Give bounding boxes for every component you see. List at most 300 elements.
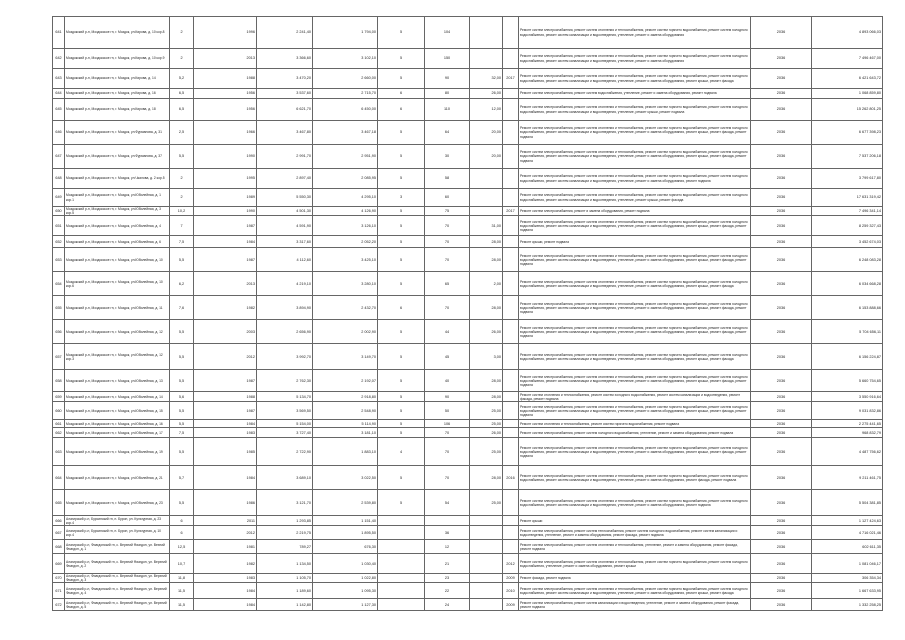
build-year-cell: 2012 xyxy=(194,526,257,540)
work-types-cell: Ремонт систем электроснабжения, ремонт систем отопления и теплоснабжения, ремонт систем горячего водоснабжения, ремонт систем холодного водоснабжения, ремонт систем канализации и водоотведения, утепление, ремонт и замена оборудования, ремонт крыши, ремонт фасада, ремонт подвала xyxy=(519,320,751,344)
living-area-cell: 1 151,40 xyxy=(313,516,378,526)
living-area-cell: 1 095,30 xyxy=(313,583,378,599)
wear-percent-cell: 7 xyxy=(170,216,194,236)
document-sheet xyxy=(52,16,882,622)
row-number: 641 xyxy=(53,17,65,49)
total-cost-cell: 3 550 916,64 xyxy=(812,392,883,402)
prior-repair-year-cell xyxy=(503,99,519,121)
row-number: 669 xyxy=(53,554,65,574)
wear-percent-cell: 2 xyxy=(170,17,194,49)
work-types-cell: Ремонт систем электроснабжения, ремонт систем отопления и теплоснабжения, ремонт систем горячего водоснабжения, ремонт систем холодного водоснабжения, ремонт систем канализации и водоотведения, утепление, ремонт и замена оборудования, ремонт крыши, ремонт фасада xyxy=(519,583,751,599)
residents-cell: 104 xyxy=(425,17,470,49)
total-cost-cell: 1 332 258,25 xyxy=(812,599,883,611)
wear-percent-cell: 5,5 xyxy=(170,320,194,344)
wear-percent-cell: 5,5 xyxy=(170,145,194,169)
residents-cell: 70 xyxy=(425,236,470,248)
prior-repair-year-cell xyxy=(503,189,519,207)
row-number: 644 xyxy=(53,89,65,99)
wear-percent-cell: 10,2 xyxy=(170,207,194,216)
wear-percent-cell: 10,7 xyxy=(170,554,194,574)
residents-cell: 70 xyxy=(425,248,470,272)
living-area-cell: 2 715,70 xyxy=(313,89,378,99)
total-cost-cell: 6 421 643,72 xyxy=(812,69,883,89)
metric-cell: 28,00 xyxy=(470,236,503,248)
residents-cell: 54 xyxy=(425,490,470,516)
total-area-cell: 3 470,20 xyxy=(257,69,313,89)
floors-cell: 6 xyxy=(378,99,425,121)
planned-year-cell: 2036 xyxy=(751,145,812,169)
prior-repair-year-cell xyxy=(503,428,519,438)
floors-cell xyxy=(378,554,425,574)
living-area-cell: 2 085,95 xyxy=(313,169,378,189)
planned-year-cell: 2036 xyxy=(751,583,812,599)
prior-repair-year-cell: 2016 xyxy=(503,466,519,490)
address-cell: Моздокский р-н, Моздокское гп, г. Моздок, ул.Юбилейная, д. 6 xyxy=(65,236,170,248)
planned-year-cell: 2036 xyxy=(751,428,812,438)
prior-repair-year-cell xyxy=(503,272,519,296)
floors-cell: 5 xyxy=(378,216,425,236)
planned-year-cell: 2036 xyxy=(751,438,812,466)
living-area-cell: 3 126,10 xyxy=(313,216,378,236)
build-year-cell: 1990 xyxy=(194,145,257,169)
metric-cell: 12,00 xyxy=(470,99,503,121)
living-area-cell: 5 114,90 xyxy=(313,420,378,428)
total-cost-cell: 17 631 319,42 xyxy=(812,189,883,207)
build-year-cell: 1987 xyxy=(194,248,257,272)
living-area-cell: 1 030,40 xyxy=(313,554,378,574)
build-year-cell: 1988 xyxy=(194,69,257,89)
total-cost-cell: 1 081 046,17 xyxy=(812,554,883,574)
living-area-cell: 3 425,10 xyxy=(313,248,378,272)
row-number: 666 xyxy=(53,516,65,526)
wear-percent-cell: 7,6 xyxy=(170,296,194,320)
planned-year-cell: 2036 xyxy=(751,236,812,248)
living-area-cell: 3 022,50 xyxy=(313,466,378,490)
prior-repair-year-cell xyxy=(503,420,519,428)
address-cell: Моздокский р-н, Моздокское гп, г. Моздок, ул.Юбилейная, д. 21 xyxy=(65,466,170,490)
total-area-cell: 5 134,70 xyxy=(257,392,313,402)
address-cell: Моздокский р-н, Моздокское гп, г. Моздок, ул.Юбилейная, д. 23 xyxy=(65,490,170,516)
living-area-cell: 1 895,50 xyxy=(313,526,378,540)
living-area-cell: 3 467,18 xyxy=(313,121,378,145)
work-types-cell: Ремонт систем электроснабжения, ремонт систем отопления и теплоснабжения, ремонт систем горячего водоснабжения, ремонт систем холодного водоснабжения, ремонт систем канализации и водоотведения, утепление, ремонт крыши, ремонт фасада xyxy=(519,189,751,207)
build-year-cell: 2003 xyxy=(194,320,257,344)
address-cell: Моздокский р-н, Моздокское гп, г. Моздок, ул.Юбилейная, д. 12 xyxy=(65,320,170,344)
wear-percent-cell: 5,5 xyxy=(170,438,194,466)
metric-cell xyxy=(470,207,503,216)
work-types-cell: Ремонт систем электроснабжения, ремонт систем отопления и теплоснабжения, ремонт систем горячего водоснабжения, ремонт систем холодного водоснабжения, ремонт систем канализации и водоотведения, утепление, ремонт и замена оборудования, ремонт крыши, ремонт фасада, ремонт подвала xyxy=(519,216,751,236)
table-row xyxy=(53,599,883,611)
work-types-cell: Ремонт фасада, ремонт подвала xyxy=(519,574,751,583)
address-cell: Моздокский р-н, Моздокское гп, г. Моздок, ул.Юбилейная, д. 19 xyxy=(65,438,170,466)
wear-percent-cell: 6,2 xyxy=(170,272,194,296)
build-year-cell: 1990 xyxy=(194,207,257,216)
table-row xyxy=(53,466,883,490)
address-cell: Моздокский р-н, Моздокское гп, г. Моздок, ул.Кирова, д. 16 xyxy=(65,89,170,99)
table-row xyxy=(53,490,883,516)
living-area-cell: 3 181,10 xyxy=(313,428,378,438)
total-cost-cell: 4 716 021,46 xyxy=(812,526,883,540)
total-cost-cell: 9 211 461,75 xyxy=(812,466,883,490)
total-cost-cell: 6 153 888,66 xyxy=(812,296,883,320)
table-row xyxy=(53,99,883,121)
floors-cell: 5 xyxy=(378,49,425,69)
metric-cell: 32,00 xyxy=(470,69,503,89)
total-cost-cell: 7 496 341,14 xyxy=(812,207,883,216)
residents-cell: 90 xyxy=(425,392,470,402)
address-cell: Моздокский р-н, Моздокское гп, г. Моздок, ул.Кирова, д. 18 xyxy=(65,99,170,121)
total-area-cell: 1 189,60 xyxy=(257,583,313,599)
floors-cell xyxy=(378,574,425,583)
row-number: 646 xyxy=(53,121,65,145)
floors-cell xyxy=(378,599,425,611)
build-year-cell: 2013 xyxy=(194,272,257,296)
total-cost-cell: 4 487 756,62 xyxy=(812,438,883,466)
planned-year-cell: 2036 xyxy=(751,207,812,216)
living-area-cell: 1 883,10 xyxy=(313,438,378,466)
total-area-cell: 6 621,70 xyxy=(257,99,313,121)
build-year-cell: 1966 xyxy=(194,121,257,145)
floors-cell: 5 xyxy=(378,236,425,248)
prior-repair-year-cell xyxy=(503,169,519,189)
floors-cell: 5 xyxy=(378,428,425,438)
build-year-cell: 1996 xyxy=(194,17,257,49)
table-row xyxy=(53,428,883,438)
planned-year-cell: 2036 xyxy=(751,189,812,207)
total-area-cell: 2 762,30 xyxy=(257,370,313,392)
prior-repair-year-cell: 2012 xyxy=(503,554,519,574)
table-row xyxy=(53,320,883,344)
total-area-cell: 3 317,60 xyxy=(257,236,313,248)
work-types-cell: Ремонт систем электроснабжения, ремонт систем холодного водоснабжения, утепление, ремонт и замена оборудования, ремонт подвала xyxy=(519,428,751,438)
prior-repair-year-cell xyxy=(503,121,519,145)
wear-percent-cell: 11,5 xyxy=(170,599,194,611)
total-area-cell: 789,27 xyxy=(257,540,313,554)
planned-year-cell: 2036 xyxy=(751,169,812,189)
row-number: 645 xyxy=(53,99,65,121)
planned-year-cell: 2036 xyxy=(751,490,812,516)
prior-repair-year-cell xyxy=(503,540,519,554)
residents-cell: 70 xyxy=(425,296,470,320)
row-number: 657 xyxy=(53,344,65,370)
metric-cell: 26,00 xyxy=(470,320,503,344)
row-number: 651 xyxy=(53,216,65,236)
table-row xyxy=(53,272,883,296)
metric-cell: 28,00 xyxy=(470,248,503,272)
residents-cell: 21 xyxy=(425,554,470,574)
living-area-cell: 2 539,80 xyxy=(313,490,378,516)
floors-cell: 5 xyxy=(378,169,425,189)
wear-percent-cell: 7,5 xyxy=(170,236,194,248)
build-year-cell: 1987 xyxy=(194,370,257,392)
total-cost-cell: 1 127 424,63 xyxy=(812,516,883,526)
floors-cell: 5 xyxy=(378,121,425,145)
address-cell: Алагирский р-н, Бурсинский гп, п. Бурон, ул. Культурная, д. 23 кор.4 xyxy=(65,516,170,526)
living-area-cell: 4 126,90 xyxy=(313,207,378,216)
floors-cell xyxy=(378,540,425,554)
row-number: 655 xyxy=(53,296,65,320)
residents-cell: 90 xyxy=(425,69,470,89)
row-number: 664 xyxy=(53,466,65,490)
total-cost-cell: 3 799 617,80 xyxy=(812,169,883,189)
build-year-cell: 1983 xyxy=(194,428,257,438)
table-row xyxy=(53,516,883,526)
wear-percent-cell: 5,5 xyxy=(170,344,194,370)
row-number: 658 xyxy=(53,370,65,392)
address-cell: Алагирский р-н, Фиагдонский гп, с. Верхний Фиагдон, ул. Вехний Фиагдон, д. 1 xyxy=(65,540,170,554)
total-area-cell: 3 366,60 xyxy=(257,49,313,69)
planned-year-cell: 2036 xyxy=(751,121,812,145)
work-types-cell: Ремонт систем электроснабжения, ремонт систем канализации и водоотведения, утепление, ремонт и замена оборудования, ремонт фасада, ремонт подвала xyxy=(519,599,751,611)
work-types-cell: Ремонт систем электроснабжения, ремонт систем отопления и теплоснабжения, ремонт систем горячего водоснабжения, ремонт систем холодного водоснабжения, ремонт систем канализации и водоотведения, утепление, ремонт и замена оборудования, ремонт крыши, ремонт фасада, ремонт подвала xyxy=(519,370,751,392)
floors-cell: 5 xyxy=(378,69,425,89)
total-cost-cell: 8 259 327,43 xyxy=(812,216,883,236)
build-year-cell: 2012 xyxy=(194,344,257,370)
metric-cell: 31,00 xyxy=(470,216,503,236)
row-number: 652 xyxy=(53,236,65,248)
repair-program-table xyxy=(52,16,883,611)
table-row xyxy=(53,554,883,574)
row-number: 650 xyxy=(53,207,65,216)
prior-repair-year-cell xyxy=(503,526,519,540)
prior-repair-year-cell xyxy=(503,89,519,99)
address-cell: Моздокский р-н, Моздокское гп, г. Моздок, ул.Юбилейная, д. 13 xyxy=(65,370,170,392)
total-cost-cell: 5 660 754,65 xyxy=(812,370,883,392)
prior-repair-year-cell xyxy=(503,236,519,248)
work-types-cell: Ремонт систем электроснабжения, ремонт систем отопления и теплоснабжения, ремонт систем горячего водоснабжения, ремонт систем холодного водоснабжения, ремонт систем канализации и водоотведения, утепление, ремонт и замена оборудования, ремонт крыши, ремонт фасада, ремонт подвала xyxy=(519,145,751,169)
table-row xyxy=(53,248,883,272)
table-row xyxy=(53,392,883,402)
living-area-cell: 676,30 xyxy=(313,540,378,554)
row-number: 659 xyxy=(53,392,65,402)
address-cell: Моздокский р-н, Моздокское гп, г. Моздок, ул.Юбилейная, д. 12 кор.3 xyxy=(65,344,170,370)
living-area-cell: 2 918,80 xyxy=(313,392,378,402)
total-area-cell: 5 154,00 xyxy=(257,420,313,428)
planned-year-cell: 2036 xyxy=(751,89,812,99)
wear-percent-cell: 5,5 xyxy=(170,402,194,420)
work-types-cell: Ремонт систем отопления и теплоснабжения, ремонт систем горячего водоснабжения, ремонт подвала xyxy=(519,420,751,428)
wear-percent-cell: 5,5 xyxy=(170,420,194,428)
total-area-cell: 2 722,90 xyxy=(257,438,313,466)
floors-cell: 5 xyxy=(378,272,425,296)
total-cost-cell: 5 704 656,11 xyxy=(812,320,883,344)
address-cell: Моздокский р-н, Моздокское гп, г. Моздок, ул.Юбилейная, д. 10 xyxy=(65,248,170,272)
table-row xyxy=(53,420,883,428)
residents-cell: 45 xyxy=(425,344,470,370)
floors-cell: 5 xyxy=(378,320,425,344)
row-number: 661 xyxy=(53,420,65,428)
metric-cell xyxy=(470,49,503,69)
planned-year-cell: 2036 xyxy=(751,574,812,583)
planned-year-cell: 2036 xyxy=(751,344,812,370)
work-types-cell: Ремонт систем электроснабжения, ремонт систем отопления и теплоснабжения, ремонт систем горячего водоснабжения, ремонт систем холодного водоснабжения, ремонт систем канализации и водоотведения, утепление, ремонт и замена оборудования, ремонт крыши, ремонт фасада, ремонт подвала xyxy=(519,438,751,466)
work-types-cell: Ремонт систем электроснабжения, ремонт систем водоснабжения, утепление, ремонт и замена оборудования, ремонт подвала xyxy=(519,89,751,99)
work-types-cell: Ремонт систем электроснабжения, ремонт систем отопления и теплоснабжения, ремонт систем горячего водоснабжения, ремонт систем холодного водоснабжения, ремонт систем канализации и водоотведения, утепление, ремонт и замена оборудования, ремонт подвала xyxy=(519,490,751,516)
row-number: 668 xyxy=(53,540,65,554)
living-area-cell: 3 149,70 xyxy=(313,344,378,370)
living-area-cell: 2 951,90 xyxy=(313,145,378,169)
living-area-cell: 1 794,00 xyxy=(313,17,378,49)
metric-cell xyxy=(470,189,503,207)
floors-cell: 3 xyxy=(378,189,425,207)
total-area-cell: 3 727,40 xyxy=(257,428,313,438)
residents-cell: 70 xyxy=(425,428,470,438)
build-year-cell: 2013 xyxy=(194,49,257,69)
work-types-cell: Ремонт систем электроснабжения, ремонт систем отопления и теплоснабжения, ремонт систем горячего водоснабжения, ремонт систем холодного водоснабжения, ремонт систем канализации и водоотведения, утепление, ремонт и замена оборудования, ремонт крыши, ремонт фасада xyxy=(519,344,751,370)
metric-cell: 25,00 xyxy=(470,438,503,466)
work-types-cell: Ремонт систем электроснабжения, ремонт систем отопления и теплоснабжения, ремонт систем горячего водоснабжения, ремонт систем холодного водоснабжения, ремонт систем канализации и водоотведения, утепление, ремонт и замена оборудования, ремонт крыши, ремонт фасада xyxy=(519,272,751,296)
table-row xyxy=(53,438,883,466)
metric-cell xyxy=(470,17,503,49)
wear-percent-cell: 2 xyxy=(170,49,194,69)
work-types-cell: Ремонт крыши xyxy=(519,516,751,526)
planned-year-cell: 2036 xyxy=(751,49,812,69)
total-cost-cell: 1 667 633,95 xyxy=(812,583,883,599)
total-cost-cell: 3 452 674,03 xyxy=(812,236,883,248)
total-area-cell: 4 112,60 xyxy=(257,248,313,272)
prior-repair-year-cell xyxy=(503,248,519,272)
table-row xyxy=(53,145,883,169)
prior-repair-year-cell xyxy=(503,490,519,516)
wear-percent-cell: 6,5 xyxy=(170,89,194,99)
work-types-cell: Ремонт систем электроснабжения, ремонт систем отопления и теплоснабжения, ремонт систем горячего водоснабжения, ремонт систем холодного водоснабжения, ремонт систем канализации и водоотведения, утепление, ремонт и замена оборудования xyxy=(519,17,751,49)
table-row xyxy=(53,69,883,89)
living-area-cell: 4 295,10 xyxy=(313,189,378,207)
build-year-cell: 1984 xyxy=(194,599,257,611)
total-cost-cell: 6 248 083,28 xyxy=(812,248,883,272)
residents-cell: 23 xyxy=(425,574,470,583)
table-row xyxy=(53,370,883,392)
row-number: 647 xyxy=(53,145,65,169)
total-cost-cell: 7 537 206,18 xyxy=(812,145,883,169)
metric-cell: 25,00 xyxy=(470,420,503,428)
build-year-cell: 1956 xyxy=(194,89,257,99)
wear-percent-cell: 7,5 xyxy=(170,428,194,438)
prior-repair-year-cell xyxy=(503,17,519,49)
row-number: 643 xyxy=(53,69,65,89)
table-row xyxy=(53,402,883,420)
total-cost-cell: 1 068 859,80 xyxy=(812,89,883,99)
wear-percent-cell: 5,2 xyxy=(170,69,194,89)
planned-year-cell: 2036 xyxy=(751,554,812,574)
total-area-cell: 2 241,40 xyxy=(257,17,313,49)
metric-cell: 2,00 xyxy=(470,272,503,296)
metric-cell: 28,00 xyxy=(470,392,503,402)
planned-year-cell: 2036 xyxy=(751,599,812,611)
wear-percent-cell: 11,8 xyxy=(170,574,194,583)
floors-cell xyxy=(378,583,425,599)
row-number: 672 xyxy=(53,599,65,611)
living-area-cell: 2 548,90 xyxy=(313,402,378,420)
planned-year-cell: 2036 xyxy=(751,99,812,121)
wear-percent-cell: 2 xyxy=(170,169,194,189)
total-area-cell: 3 992,70 xyxy=(257,344,313,370)
planned-year-cell: 2036 xyxy=(751,272,812,296)
metric-cell xyxy=(470,574,503,583)
residents-cell: 65 xyxy=(425,272,470,296)
table-row xyxy=(53,17,883,49)
address-cell: Моздокский р-н, Моздокское гп, г. Моздок, ул.Юбилейная, д. 16 xyxy=(65,420,170,428)
floors-cell: 5 xyxy=(378,420,425,428)
residents-cell: 24 xyxy=(425,599,470,611)
table-row xyxy=(53,344,883,370)
residents-cell: 12 xyxy=(425,540,470,554)
build-year-cell: 1987 xyxy=(194,402,257,420)
total-cost-cell: 6 156 224,87 xyxy=(812,344,883,370)
build-year-cell: 1984 xyxy=(194,420,257,428)
row-number: 654 xyxy=(53,272,65,296)
floors-cell: 5 xyxy=(378,207,425,216)
table-row xyxy=(53,540,883,554)
floors-cell: 5 xyxy=(378,145,425,169)
address-cell: Моздокский р-н, Моздокское гп, г. Моздок, ул.Юбилейная, д. 15 xyxy=(65,402,170,420)
metric-cell: 20,00 xyxy=(470,121,503,145)
build-year-cell: 1981 xyxy=(194,540,257,554)
row-number: 648 xyxy=(53,169,65,189)
planned-year-cell: 2036 xyxy=(751,392,812,402)
planned-year-cell: 2036 xyxy=(751,296,812,320)
metric-cell xyxy=(470,599,503,611)
total-area-cell: 2 991,70 xyxy=(257,145,313,169)
build-year-cell: 1985 xyxy=(194,438,257,466)
table-row xyxy=(53,236,883,248)
table-row xyxy=(53,49,883,69)
table-row xyxy=(53,207,883,216)
address-cell: Алагирский р-н, Фиагдонский гп, с. Верхний Фиагдон, ул. Верхний Фиагдон, д. 2 xyxy=(65,554,170,574)
build-year-cell: 2011 xyxy=(194,516,257,526)
wear-percent-cell: 6,5 xyxy=(170,99,194,121)
wear-percent-cell: 5,5 xyxy=(170,370,194,392)
living-area-cell: 2 660,00 xyxy=(313,69,378,89)
work-types-cell: Ремонт систем электроснабжения, ремонт систем отопления и теплоснабжения, ремонт систем горячего водоснабжения, ремонт систем холодного водоснабжения, утепление, ремонт и замена оборудования, ремонт крыши xyxy=(519,554,751,574)
total-cost-cell: 5 504 381,85 xyxy=(812,490,883,516)
row-number: 671 xyxy=(53,583,65,599)
work-types-cell: Ремонт систем электроснабжения, ремонт систем отопления и теплоснабжения, ремонт систем горячего водоснабжения, ремонт систем холодного водоснабжения, ремонт систем канализации и водоотведения, утепление, ремонт и замена оборудования, ремонт подвала xyxy=(519,169,751,189)
table-row xyxy=(53,121,883,145)
total-area-cell: 2 897,40 xyxy=(257,169,313,189)
prior-repair-year-cell: 2009 xyxy=(503,599,519,611)
metric-cell xyxy=(470,526,503,540)
build-year-cell: 1983 xyxy=(194,574,257,583)
residents-cell: 106 xyxy=(425,420,470,428)
residents-cell: 30 xyxy=(425,145,470,169)
total-cost-cell: 7 496 467,00 xyxy=(812,49,883,69)
wear-percent-cell: 2 xyxy=(170,189,194,207)
prior-repair-year-cell xyxy=(503,145,519,169)
planned-year-cell: 2036 xyxy=(751,370,812,392)
residents-cell: 44 xyxy=(425,320,470,344)
prior-repair-year-cell: 2009 xyxy=(503,574,519,583)
total-cost-cell: 9 031 832,86 xyxy=(812,402,883,420)
residents-cell: 64 xyxy=(425,121,470,145)
floors-cell: 6 xyxy=(378,89,425,99)
wear-percent-cell: 6 xyxy=(170,526,194,540)
residents-cell: 110 xyxy=(425,99,470,121)
living-area-cell: 2 002,90 xyxy=(313,320,378,344)
floors-cell: 5 xyxy=(378,17,425,49)
planned-year-cell: 2036 xyxy=(751,216,812,236)
work-types-cell: Ремонт систем отопления и теплоснабжения, ремонт систем холодного водоснабжения, ремонт систем канализации и водоотведения, ремонт фасада, ремонт подвала xyxy=(519,392,751,402)
prior-repair-year-cell xyxy=(503,392,519,402)
address-cell: Моздокский р-н, Моздокское гп, г. Моздок, ул.Юбилейная, д. 17 xyxy=(65,428,170,438)
build-year-cell: 1995 xyxy=(194,169,257,189)
address-cell: Моздокский р-н, Моздокское гп, г. Моздок, ул.Кирова, д. 10 кор.9 xyxy=(65,49,170,69)
metric-cell: 28,00 xyxy=(470,296,503,320)
build-year-cell: 1986 xyxy=(194,490,257,516)
total-cost-cell: 306 354,34 xyxy=(812,574,883,583)
wear-percent-cell: 12,5 xyxy=(170,540,194,554)
living-area-cell: 3 102,10 xyxy=(313,49,378,69)
